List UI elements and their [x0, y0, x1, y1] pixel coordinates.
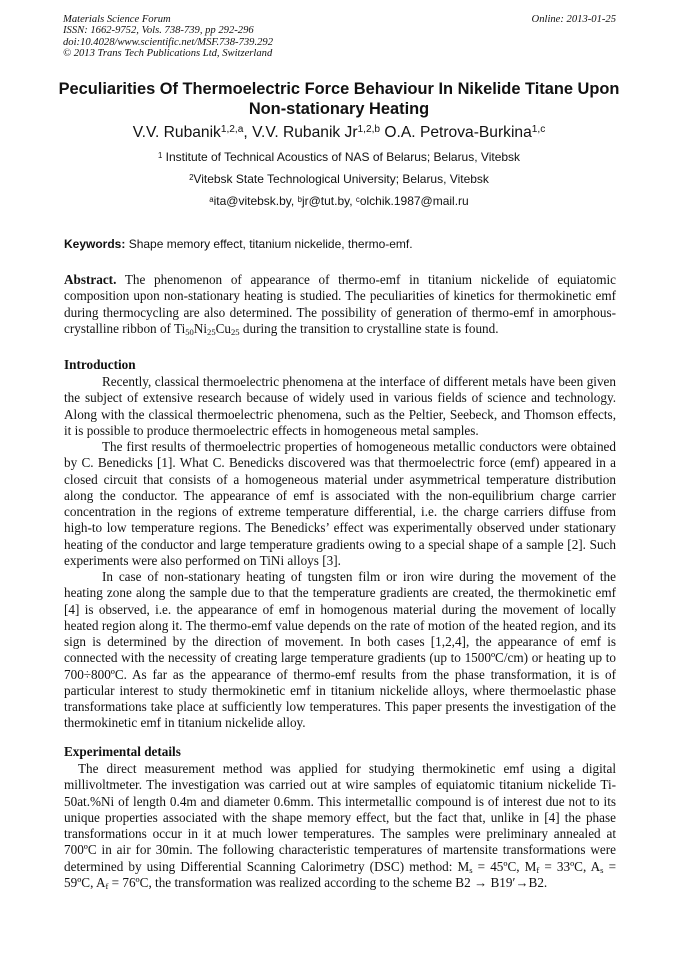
symbol-value: = 59ºC,	[64, 858, 617, 890]
affil-text: Vitebsk State Technological University; Belarus, Vitebsk	[193, 172, 489, 186]
email-sup: b	[297, 194, 302, 204]
formula-part: Ni	[193, 320, 208, 336]
online-date: Online: 2013-01-25	[531, 14, 616, 25]
author-name: V.V. Rubanik	[132, 124, 221, 141]
introduction-body	[64, 374, 616, 732]
email-a: ita@vitebsk.by,	[213, 194, 298, 208]
journal-name: Materials Science Forum	[63, 14, 171, 25]
abstract	[64, 272, 616, 337]
abstract-text: The phenomenon of appearance of thermo-emf in titanium nickelide of equiatomic composition upon non-stationary heating is studied. The peculiarities of kinetics for thermokinetic emf during thermocycling are also determined. The possibility of generation of thermo-emf in amorphous-crystalline ribbon of	[64, 272, 616, 336]
doi-line: doi:10.4028/www.scientific.net/MSF.738-739.292	[63, 36, 273, 48]
affiliation-1	[40, 150, 638, 164]
email-c: olchik.1987@mail.ru	[359, 194, 469, 208]
affil-text: Institute of Technical Acoustics of NAS of Belarus; Belarus, Vitebsk	[162, 150, 521, 164]
author-list	[40, 123, 638, 142]
symbol-value: = 33ºC,	[539, 858, 591, 874]
symbol: A	[590, 858, 601, 874]
formula-part: Ti	[174, 320, 186, 336]
symbol-sub: s	[469, 864, 473, 875]
title-line-2: Non-stationary Heating	[248, 99, 430, 118]
affil-sup: 1	[157, 150, 163, 160]
paper-title	[40, 80, 638, 119]
journal-header	[63, 14, 616, 60]
author-name: V.V. Rubanik Jr	[252, 124, 358, 141]
abstract-text-end: during the transition to crystalline state is found.	[239, 320, 499, 336]
experimental-heading: Experimental details	[64, 744, 181, 759]
affiliation-2	[40, 172, 638, 186]
symbol: M	[524, 858, 537, 874]
author-affil-sup: 1,2,a	[220, 124, 244, 136]
author-name: O.A. Petrova-Burkina	[384, 124, 532, 141]
symbol-sub: f	[105, 880, 109, 891]
paragraph-text: The direct measurement method was applied for studying thermokinetic emf using a digital millivoltmeter. The investigation was carried out at wire samples of equiatomic titanium nickelide Ti-50at.%Ni of length 0.4m and diameter 0.6mm. This intermetallic compound is of interest due not to its unique properties associated with the shape memory effect, but the fact that, unlike in [4] the phase transformations occur in it at much lower temperatures. The samples were preliminary annealed at 700ºC in air for 30min. The following characteristic temperatures of martensite transformations were determined by using Differential Scanning Calorimetry (DSC) method:	[64, 761, 616, 874]
author-separator: ,	[243, 124, 253, 141]
email-sup: c	[355, 194, 360, 204]
email-sup: a	[209, 194, 214, 204]
symbol: A	[95, 874, 106, 890]
symbol-sub: f	[536, 864, 540, 875]
issn-line: ISSN: 1662-9752, Vols. 738-739, pp 292-296	[63, 25, 254, 37]
formula-sub: 25	[207, 326, 216, 337]
paragraph: Recently, classical thermoelectric phenomena at the interface of different metals have been given the subject of extensive research because of widely used in various fields of science and technology. Along with the classical thermoelectric phenomena, such as the Peltier, Seebeck, and Thomson effects, it is possible to produce thermoelectric effects in homogeneous metal samples.	[64, 374, 616, 438]
author-affil-sup: 1,2,b	[357, 124, 381, 136]
author-emails	[40, 194, 638, 208]
formula-part: Cu	[215, 320, 231, 336]
author-affil-sup: 1,c	[531, 124, 546, 136]
keywords-text: Shape memory effect, titanium nickelide, thermo-emf.	[125, 237, 413, 251]
email-b: jr@tut.by,	[301, 194, 356, 208]
paragraph	[64, 761, 616, 891]
formula-sub: 50	[185, 326, 194, 337]
abstract-label: Abstract.	[64, 272, 117, 287]
keywords-label: Keywords:	[64, 237, 126, 251]
symbol-sub: s	[600, 864, 604, 875]
experimental-body	[64, 761, 616, 891]
affil-sup: 2	[189, 172, 194, 182]
symbol-value: = 76ºC, the transformation was realized according to the scheme B2 → B19′→B2.	[108, 874, 548, 890]
introduction-heading: Introduction	[64, 357, 136, 372]
symbol-value: = 45ºC,	[472, 858, 525, 874]
symbol: M	[457, 858, 470, 874]
formula-sub: 25	[231, 326, 240, 337]
paragraph: The first results of thermoelectric properties of homogeneous metallic conductors were obtained by C. Benedicks [1]. What C. Benedicks discovered was that thermoelectric force (emf) appeared in a closed circuit that consists of a homogeneous material under asymmetrical temperature distribution along the conductor. The appearance of emf is associated with the non-equilibrium charge carrier concentration in the regions of extreme temperature differential, i.e. the charge carriers diffuse from high-to low temperature regions. The Benedicks’ effect was experimentally observed under stationary heating of the conductor and large temperature gradients owing to a special shape of a sample [2]. Such experiments were also performed on TiNi alloys [3].	[64, 439, 616, 568]
keywords	[64, 237, 616, 251]
title-line-1: Peculiarities Of Thermoelectric Force Behaviour In Nikelide Titane Upon	[58, 80, 620, 98]
paragraph: In case of non-stationary heating of tungsten film or iron wire during the movement of the heating zone along the sample due to that the temperature gradients are created, the thermokinetic emf [4] is observed, i.e. the appearance of emf in homogenous material during the movement of locally heated region along it. The thermo-emf value depends on the rate of motion of the heated region, and its sign is determined by the direction of movement. In both cases [1,2,4], the appearance of emf is connected with the necessity of creating large temperature gradients (up to 1500ºC/cm) or heating up to 700÷800ºC. As far as the appearance of thermo-emf results from the phase transformation, it is of particular interest to study thermokinetic emf in titanium nickelide alloys, where thermoelastic phase transformations take place at sufficiently low temperatures. This paper presents the investigation of the thermokinetic emf in titanium nickelide alloy.	[64, 569, 616, 731]
copyright-line: © 2013 Trans Tech Publications Ltd, Switzerland	[63, 48, 273, 60]
